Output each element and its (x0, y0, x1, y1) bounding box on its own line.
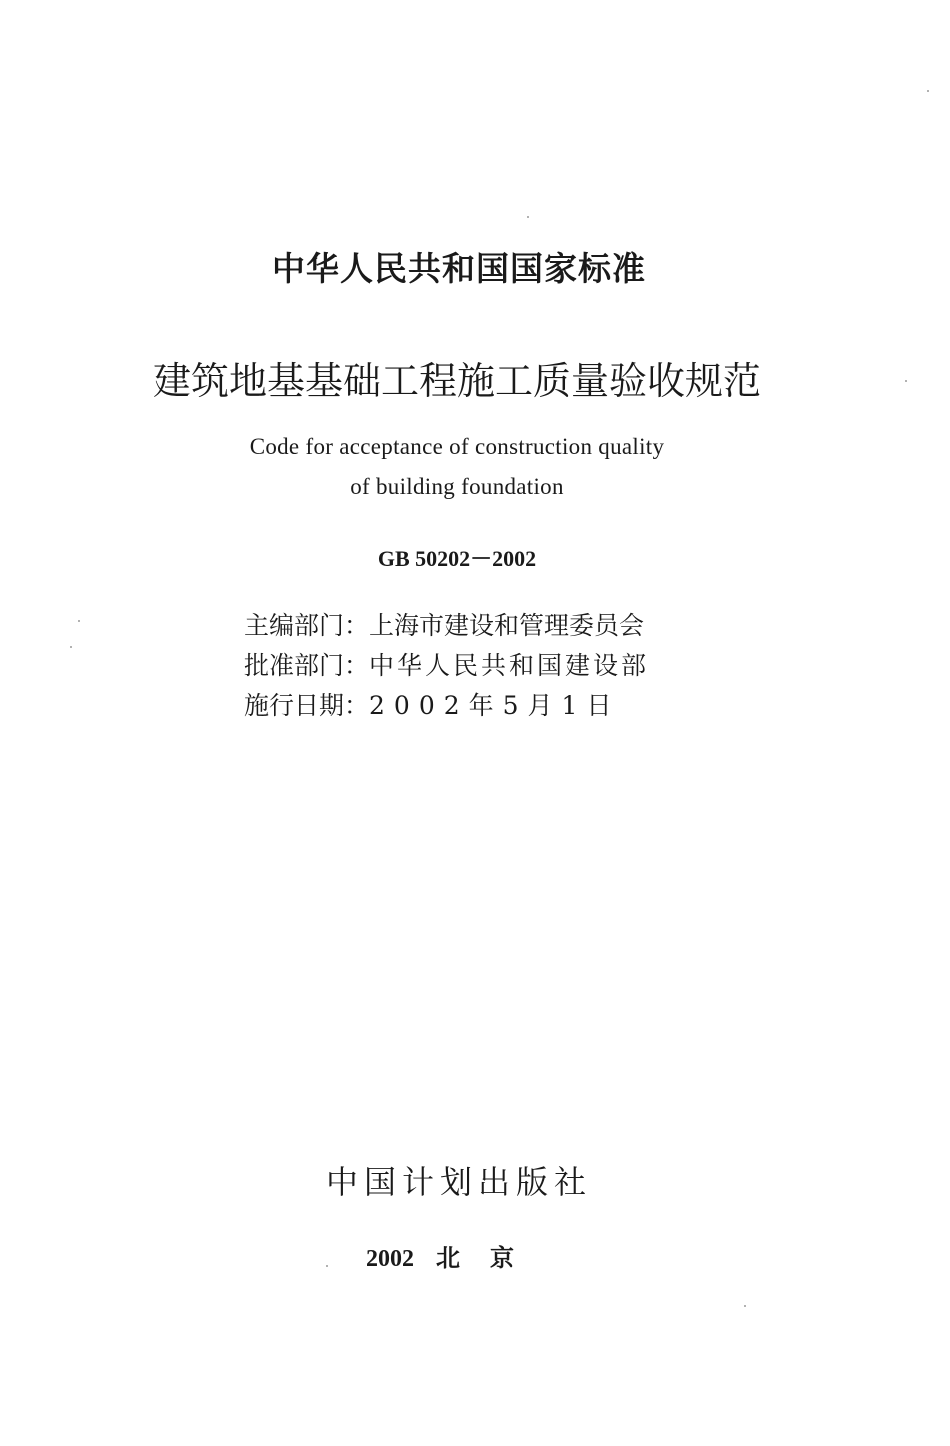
publication-year: 2002 (366, 1246, 414, 1272)
approval-department-row (244, 646, 649, 686)
scan-speck (905, 380, 907, 382)
info-value: 上海市建设和管理委员会 (369, 611, 645, 640)
info-value: 中华人民共和国建设部 (369, 651, 650, 680)
national-standard-heading: 中华人民共和国国家标准 (272, 249, 646, 288)
publication-place (366, 1238, 544, 1273)
info-label: 主编部门： (244, 611, 370, 640)
standard-code-number: GB 50202－2002 (377, 546, 537, 571)
scan-speck (70, 646, 72, 648)
info-value: 2002年5月1日 (369, 691, 621, 720)
chinese-title: 建筑地基基础工程施工质量验收规范 (152, 359, 761, 403)
info-block (244, 606, 649, 726)
publisher-name: 中国计划出版社 (325, 1163, 592, 1201)
scan-speck (527, 216, 529, 218)
info-label: 施行日期： (244, 691, 370, 720)
english-title-line-1: Code for acceptance of construction quality (249, 434, 665, 459)
info-label: 批准部门： (244, 651, 370, 680)
editor-department-row (244, 606, 649, 646)
scan-speck (927, 90, 929, 92)
publication-city: 北京 (436, 1244, 544, 1272)
english-title-line-2: of building foundation (350, 474, 564, 499)
effective-date-row (244, 686, 649, 726)
scan-speck (326, 1265, 328, 1267)
scan-speck (78, 620, 80, 622)
scan-speck (744, 1305, 746, 1307)
